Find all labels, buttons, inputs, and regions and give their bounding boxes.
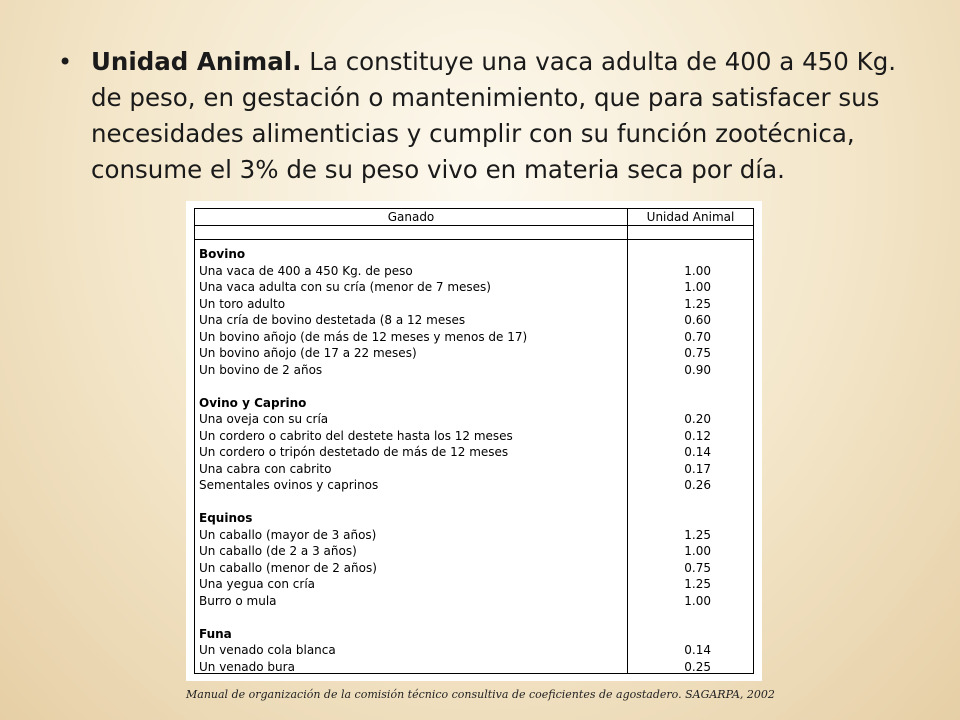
section-spacer: [199, 494, 751, 511]
row-label: Un caballo (mayor de 3 años): [199, 527, 377, 542]
table-body: [199, 246, 751, 675]
table-row: [199, 312, 751, 329]
row-label: Una vaca adulta con su cría (menor de 7 meses): [199, 280, 491, 294]
row-label: Un bovino de 2 años: [199, 362, 323, 377]
section-spacer: [199, 609, 751, 626]
row-label: Una cabra con cabrito: [199, 461, 332, 476]
category-row: [199, 246, 751, 263]
row-value: 0.14: [684, 643, 711, 657]
table-row: [199, 296, 751, 313]
table-row: [199, 362, 751, 379]
bullet-text: [91, 44, 931, 188]
table-row: [199, 659, 751, 676]
table-row: [199, 411, 751, 428]
table-row: [199, 543, 751, 560]
table-row: [199, 593, 751, 610]
table-row: [199, 279, 751, 296]
category-label: Bovino: [199, 247, 246, 261]
row-value: 0.17: [684, 461, 711, 476]
livestock-table-image: [186, 201, 762, 681]
category-label: Equinos: [199, 511, 253, 525]
bullet-body: La constituye una vaca adulta de 400 a 450 Kg. de peso, en gestación o mantenimiento, que para satisfacer sus necesidades alimenticias y cumplir con su función zootécnica, consume el 3% de su peso vivo en materia seca por día.: [91, 47, 897, 184]
row-value: 1.00: [684, 263, 711, 278]
table-row: [199, 329, 751, 346]
category-row: [199, 395, 751, 412]
row-value: 1.00: [684, 593, 711, 608]
row-label: Un venado bura: [199, 659, 295, 674]
row-value: 0.75: [684, 560, 711, 575]
table-row: [199, 576, 751, 593]
bullet-icon: •: [58, 48, 73, 76]
table-row: [199, 477, 751, 494]
row-label: Un caballo (de 2 a 3 años): [199, 544, 357, 558]
row-value: 0.60: [684, 313, 711, 327]
category-row: [199, 626, 751, 643]
header-unidad-animal: Unidad Animal: [646, 210, 735, 224]
row-label: Un cordero o tripón destetado de más de 12 meses: [199, 445, 509, 459]
row-label: Un toro adulto: [199, 296, 286, 311]
row-value: 1.00: [684, 544, 711, 558]
livestock-table: [194, 208, 754, 674]
bullet-term: Unidad Animal.: [91, 47, 302, 76]
source-citation: Manual de organización de la comisión técnico consultiva de coeficientes de agostadero. SAGARPA, 2002: [186, 688, 775, 701]
row-label: Sementales ovinos y caprinos: [199, 478, 379, 492]
table-row: [199, 527, 751, 544]
row-label: Un bovino añojo (de más de 12 meses y menos de 17): [199, 329, 528, 344]
header-ganado: Ganado: [387, 210, 435, 224]
row-value: 0.25: [684, 659, 711, 674]
row-label: Un caballo (menor de 2 años): [199, 560, 377, 575]
row-value: 1.25: [684, 296, 711, 311]
category-label: Ovino y Caprino: [199, 395, 307, 410]
table-row: [199, 560, 751, 577]
section-spacer: [199, 378, 751, 395]
table-row: [199, 444, 751, 461]
table-row: [199, 428, 751, 445]
table-row: [199, 345, 751, 362]
row-label: Una oveja con su cría: [199, 412, 329, 426]
table-row: [199, 642, 751, 659]
table-row: [199, 461, 751, 478]
row-label: Una yegua con cría: [199, 577, 316, 591]
category-label: Funa: [199, 626, 232, 641]
row-label: Una vaca de 400 a 450 Kg. de peso: [199, 263, 413, 278]
row-label: Una cría de bovino destetada (8 a 12 meses: [199, 313, 466, 327]
row-value: 0.26: [684, 478, 711, 492]
row-value: 1.25: [684, 527, 711, 542]
table-header: [195, 209, 753, 226]
row-value: 0.20: [684, 412, 711, 426]
row-value: 0.14: [684, 445, 711, 459]
header-divider: [195, 239, 753, 240]
row-value: 1.00: [684, 280, 711, 294]
row-value: 0.90: [684, 362, 711, 377]
row-value: 1.25: [684, 577, 711, 591]
row-value: 0.70: [684, 329, 711, 344]
row-label: Un cordero o cabrito del destete hasta los 12 meses: [199, 428, 513, 443]
row-label: Burro o mula: [199, 593, 277, 608]
row-label: Un bovino añojo (de 17 a 22 meses): [199, 346, 417, 360]
table-row: [199, 263, 751, 280]
row-label: Un venado cola blanca: [199, 643, 336, 657]
category-row: [199, 510, 751, 527]
row-value: 0.12: [684, 428, 711, 443]
row-value: 0.75: [684, 346, 711, 360]
